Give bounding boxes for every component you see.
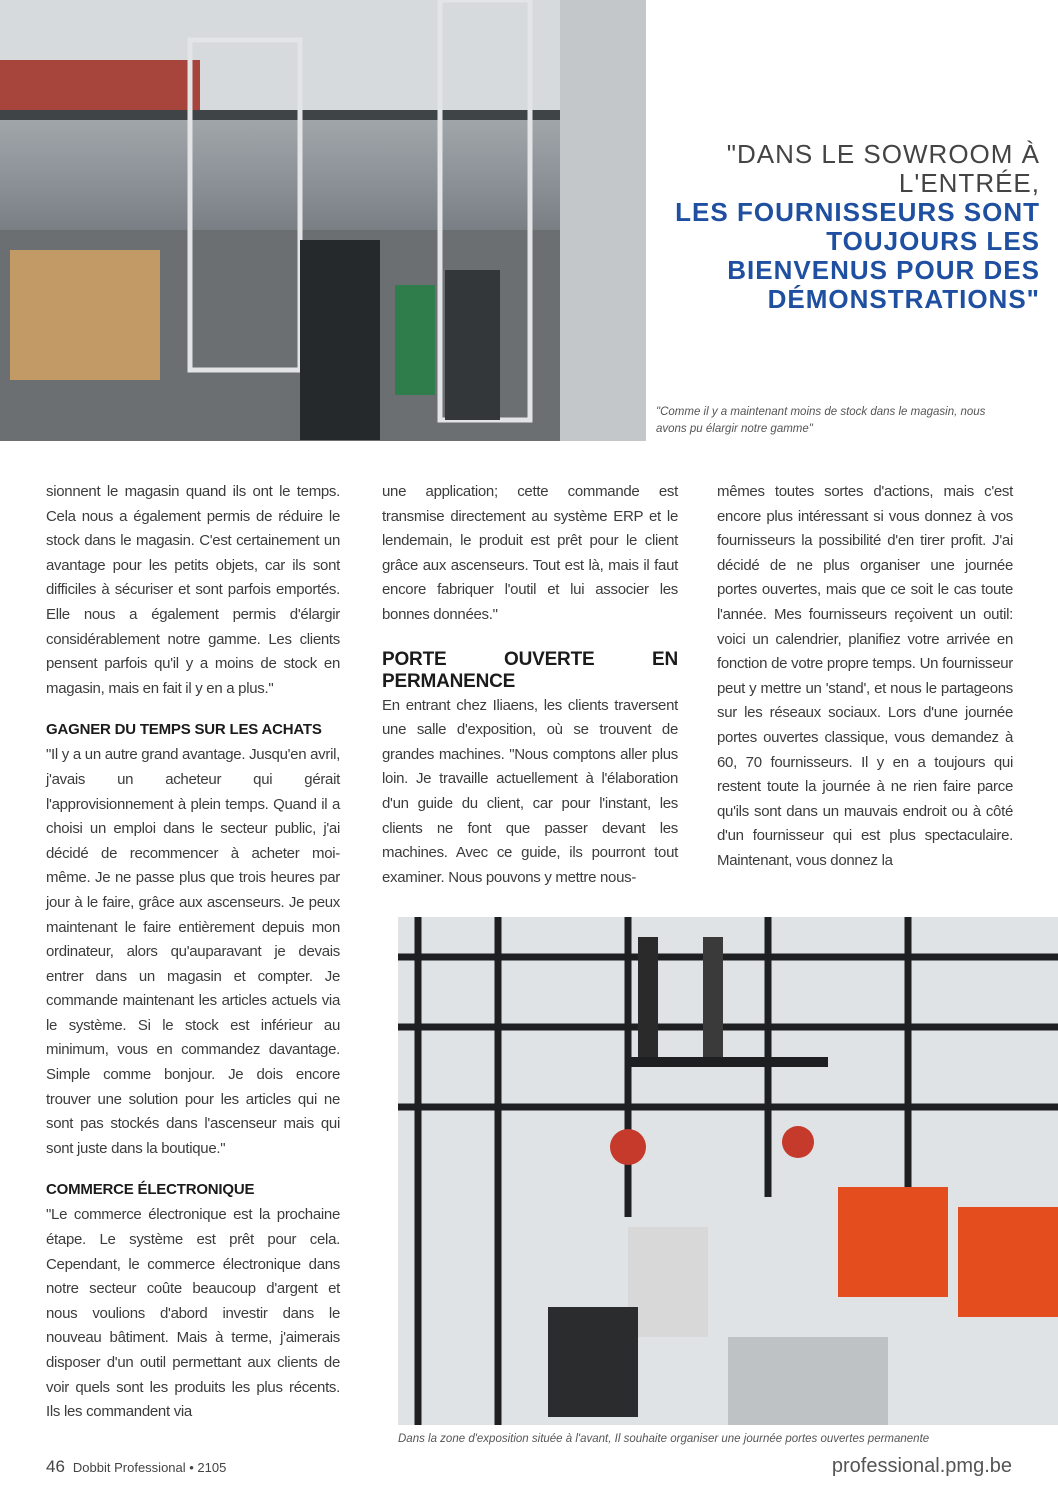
bottom-photo-caption: Dans la zone d'exposition située à l'avant, Il souhaite organiser une journée portes ouvertes permanente (398, 1433, 930, 1445)
section-heading: GAGNER DU TEMPS SUR LES ACHATS (46, 721, 322, 739)
page-number: 46 (46, 1457, 65, 1476)
article-column-2 (382, 480, 678, 890)
section-heading: COMMERCE ÉLECTRONIQUE (46, 1181, 255, 1199)
store-interior-photo (0, 0, 646, 441)
section-heading: PORTE OUVERTE EN PERMANENCE (382, 648, 678, 692)
paragraph: sionnent le magasin quand ils ont le temps. Cela nous a également permis de réduire le stock dans le magasin. C'est certainement un avantage pour les petits objets, car ils sont difficiles à sécuriser et sont parfois emportés. Elle nous a également permis d'élargir considérablement notre gamme. Les clients pensent parfois qu'il y a moins de stock en magasin, mais en fait il y en a plus." (46, 483, 340, 697)
footer-publication (46, 1457, 226, 1477)
paragraph: "Le commerce électronique est la prochaine étape. Le système est prêt pour cela. Cependant, le commerce électronique dans notre secteur coûte beaucoup d'argent et nous voulions d'abord investir dans le nouveau bâtiment. Mais à terme, j'aimerais disposer d'un outil permettant aux clients de voir quels sont les produits les plus récents. Ils les commandent via (46, 1206, 340, 1421)
showroom-machines-photo (398, 917, 1058, 1425)
pull-quote (664, 140, 1040, 314)
paragraph: mêmes toutes sortes d'actions, mais c'est encore plus intéressant si vous donnez à vos fournisseurs la possibilité d'en tirer profit. J'ai décidé de ne plus organiser une journée portes ouvertes, mais que ce soit le cas toute l'année. Mes fournisseurs reçoivent un outil: voici un calendrier, planifiez votre arrivée en fonction de votre propre temps. Un fournisseur peut y mettre un 'stand', et nous le partageons sur les réseaux sociaux. Lors d'une journée portes ouvertes classique, vous demandez à 60, 70 fournisseurs. Il y en a toujours qui restent toute la journée à ne rien faire parce qu'ils sont dans un mauvais endroit ou à côté d'un fournisseur qui est plus spectaculaire. Maintenant, vous donnez la (717, 483, 1013, 869)
publication-name: Dobbit Professional • 2105 (72, 1460, 227, 1475)
paragraph: "Il y a un autre grand avantage. Jusqu'en avril, j'avais un acheteur qui gérait l'approvisionnement à plein temps. Quand il a choisi un emploi dans le secteur public, j'ai décidé de recommencer à acheter moi-même. Je ne passe plus que trois heures par jour à le faire, grâce aux ascenseurs. Je peux maintenant le faire entièrement depuis mon ordinateur, alors qu'auparavant je devais entrer dans un magasin et compter. Je commande maintenant les articles actuels via le système. Si le stock est inférieur au minimum, vous en commandez davantage. Simple comme bonjour. Je dois encore trouver une solution pour les articles qui ne sont pas stockés dans l'ascenseur mais qui sont juste dans la boutique." (46, 746, 340, 1157)
paragraph: une application; cette commande est transmise directement au système ERP et le lendemain, le produit est prêt pour le client grâce aux ascenseurs. Tout est là, mais il faut encore fabriquer l'outil et lui associer les bonnes données." (382, 483, 678, 623)
pull-quote-line2: LES FOURNISSEURS SONT TOUJOURS LES BIENVENUS POUR DES DÉMONSTRATIONS" (675, 197, 1040, 314)
paragraph: En entrant chez Iliaens, les clients traversent une salle d'exposition, où se trouvent de grandes machines. "Nous comptons aller plus loin. Je travaille actuellement à l'élaboration d'un guide du client, car pour l'instant, les clients ne font que passer devant les machines. Avec ce guide, ils pourront tout examiner. Nous pouvons y mettre nous- (382, 696, 678, 886)
top-photo-caption: "Comme il y a maintenant moins de stock dans le magasin, nous avons pu élargir notre gamme" (656, 406, 986, 435)
article-column-1 (46, 480, 340, 1425)
article-column-3 (717, 480, 1013, 874)
footer-website: professional.pmg.be (831, 1455, 1012, 1477)
pull-quote-line1: "DANS LE SOWROOM À L'ENTRÉE, (726, 139, 1040, 198)
